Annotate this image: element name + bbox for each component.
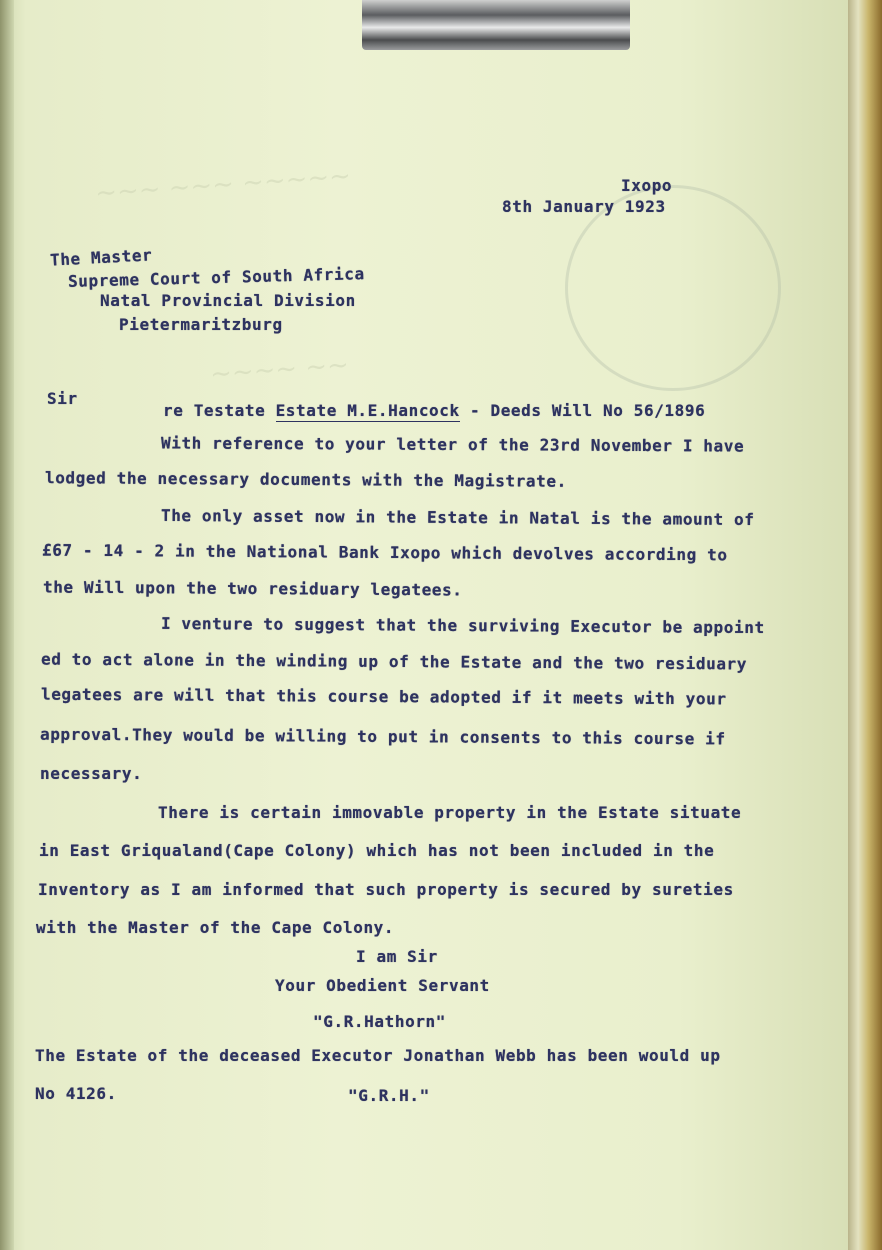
body-line: the Will upon the two residuary legatees. (42, 577, 463, 600)
reference-estate: Estate M.E.Hancock (275, 401, 460, 420)
recipient-line-4: Pietermaritzburg (119, 315, 283, 334)
recipient-line-1: The Master (49, 245, 153, 270)
recipient-line-3: Natal Provincial Division (100, 291, 356, 310)
body-line: £67 - 14 - 2 in the National Bank Ixopo which devolves according to (41, 540, 728, 565)
body-line: legatees are will that this course be adopted if it meets with your (40, 684, 727, 709)
letter-place: Ixopo (621, 176, 673, 195)
show-through-handwriting: ~~~ ~~~ ~~~~~ (94, 161, 352, 209)
body-line: lodged the necessary documents with the Magistrate. (44, 468, 567, 491)
closing-line-1: I am Sir (356, 947, 438, 966)
show-through-handwriting: ~~~~ ~~ (209, 350, 350, 390)
body-line: approval.They would be willing to put in consents to this course if (39, 724, 726, 749)
body-line: The only asset now in the Estate in Natal is the amount of (160, 505, 755, 530)
page-binding-shadow (0, 0, 14, 1250)
salutation: Sir (47, 389, 78, 408)
closing-line-2: Your Obedient Servant (275, 976, 490, 995)
body-line: in East Griqualand(Cape Colony) which has not been included in the (39, 841, 715, 860)
body-line: With reference to your letter of the 23rd November I have (160, 433, 745, 456)
metal-clip (362, 0, 630, 50)
body-line: necessary. (40, 764, 143, 783)
letter-date: 8th January 1923 (502, 197, 666, 216)
stacked-page-edges (848, 0, 882, 1250)
body-line: ed to act alone in the winding up of the Estate and the two residuary (40, 649, 748, 674)
recipient-line-2: Supreme Court of South Africa (67, 264, 365, 291)
postscript-line-1: The Estate of the deceased Executor Jonathan Webb has been would up (35, 1046, 721, 1065)
reference-line (163, 401, 705, 420)
reference-suffix: - Deeds Will No 56/1896 (459, 401, 706, 420)
body-line: with the Master of the Cape Colony. (36, 918, 395, 937)
body-line: Inventory as I am informed that such property is secured by sureties (38, 880, 734, 899)
postscript-line-2: No 4126. (35, 1084, 117, 1103)
postscript-initials: "G.R.H." (348, 1086, 430, 1105)
body-line: I venture to suggest that the surviving Executor be appoint (160, 613, 765, 638)
body-line: There is certain immovable property in the Estate situate (158, 803, 742, 822)
signature: "G.R.Hathorn" (313, 1012, 447, 1031)
reference-prefix: re Testate (163, 401, 276, 420)
